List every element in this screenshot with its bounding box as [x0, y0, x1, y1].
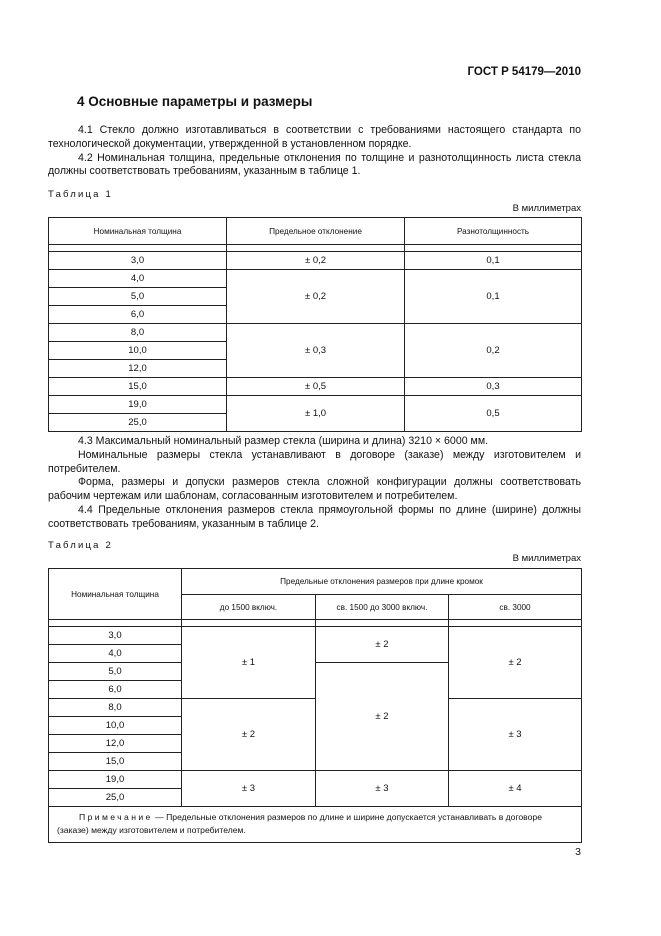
page-number: 3 — [575, 846, 581, 858]
table1-header-variation: Разнотолщинность — [405, 218, 582, 245]
table-cell: 4,0 — [49, 645, 182, 663]
document-code: ГОСТ Р 54179—2010 — [467, 66, 581, 78]
table-cell: 19,0 — [49, 771, 182, 789]
middle-paragraphs — [48, 435, 581, 532]
table-cell: ± 4 — [449, 771, 582, 807]
table-1 — [48, 217, 582, 432]
table-cell: 0,5 — [405, 396, 582, 432]
table-cell: 3,0 — [49, 252, 227, 270]
table-cell: 25,0 — [49, 414, 227, 432]
table-cell: ± 3 — [316, 771, 449, 807]
intro-paragraphs — [48, 124, 581, 179]
table-2 — [48, 568, 582, 843]
table-cell: 3,0 — [49, 627, 182, 645]
table-cell: 10,0 — [49, 717, 182, 735]
table1-header-deviation: Предельное отклонение — [227, 218, 405, 245]
table-cell: ± 0,5 — [227, 378, 405, 396]
table-cell: 0,1 — [405, 270, 582, 324]
table-cell: ± 2 — [449, 627, 582, 699]
table-cell: 5,0 — [49, 288, 227, 306]
paragraph-4-2: 4.2 Номинальная толщина, предельные отклонения по толщине и разнотолщинность листа стекла должны соответствовать требованиям, указанным в таблице 1. — [48, 151, 581, 178]
table-cell: 12,0 — [49, 360, 227, 378]
paragraph-nominal-sizes: Номинальные размеры стекла устанавливают в договоре (заказе) между изготовителем и потребителем. — [48, 448, 581, 475]
paragraph-4-3: 4.3 Максимальный номинальный размер стекла (ширина и длина) 3210 × 6000 мм. — [78, 435, 489, 447]
table2-header-thickness: Номинальная толщина — [49, 569, 182, 620]
table-cell: ± 3 — [449, 699, 582, 771]
table-cell: ± 2 — [316, 627, 449, 663]
table1-header-thickness: Номинальная толщина — [49, 218, 227, 245]
table2-label: Таблица 2 — [48, 540, 113, 551]
table1-units: В миллиметрах — [512, 203, 581, 214]
table-cell: ± 2 — [316, 663, 449, 771]
table-cell: 19,0 — [49, 396, 227, 414]
table2-header-group: Предельные отклонения размеров при длине кромок — [182, 569, 582, 595]
table-cell: ± 0,2 — [227, 252, 405, 270]
note-text: — Предельные отклонения размеров по длине и ширине допускается устанавливать в договоре (заказе) между изготовителем и потребителем. — [57, 812, 542, 835]
table-cell: 15,0 — [49, 378, 227, 396]
table2-subheader-2: св. 1500 до 3000 включ. — [316, 595, 449, 620]
table-cell: 4,0 — [49, 270, 227, 288]
table-cell: ± 2 — [182, 699, 316, 771]
table-cell: 15,0 — [49, 753, 182, 771]
table2-units: В миллиметрах — [512, 553, 581, 564]
table-cell: ± 1 — [182, 627, 316, 699]
table-cell: 6,0 — [49, 306, 227, 324]
table2-subheader-3: св. 3000 — [449, 595, 582, 620]
table-cell: 8,0 — [49, 324, 227, 342]
table-cell: 6,0 — [49, 681, 182, 699]
table-cell: ± 1,0 — [227, 396, 405, 432]
section-title: 4 Основные параметры и размеры — [77, 94, 313, 109]
table1-label: Таблица 1 — [48, 189, 113, 200]
note-label: Примечание — [79, 812, 153, 822]
table2-note — [49, 807, 582, 843]
table2-subheader-1: до 1500 включ. — [182, 595, 316, 620]
table-cell: ± 0,3 — [227, 324, 405, 378]
table-cell: 25,0 — [49, 789, 182, 807]
table-cell: 5,0 — [49, 663, 182, 681]
paragraph-4-4: 4.4 Предельные отклонения размеров стекла прямоугольной формы по длине (ширине) должны соответствовать требованиям, указанным в таблице 2. — [48, 503, 581, 530]
paragraph-shape: Форма, размеры и допуски размеров стекла сложной конфигурации должны соответствовать рабочим чертежам или шаблонам, согласованным изготовителем и потребителем. — [48, 476, 581, 503]
table-cell: 10,0 — [49, 342, 227, 360]
table-cell: 12,0 — [49, 735, 182, 753]
table-cell: ± 3 — [182, 771, 316, 807]
table-cell: ± 0,2 — [227, 270, 405, 324]
paragraph-4-1: 4.1 Стекло должно изготавливаться в соответствии с требованиями настоящего стандарта по технологической документации, утвержденной в установленном порядке. — [48, 124, 581, 150]
table-cell: 0,3 — [405, 378, 582, 396]
table-cell: 0,2 — [405, 324, 582, 378]
table-cell: 0,1 — [405, 252, 582, 270]
table-cell: 8,0 — [49, 699, 182, 717]
